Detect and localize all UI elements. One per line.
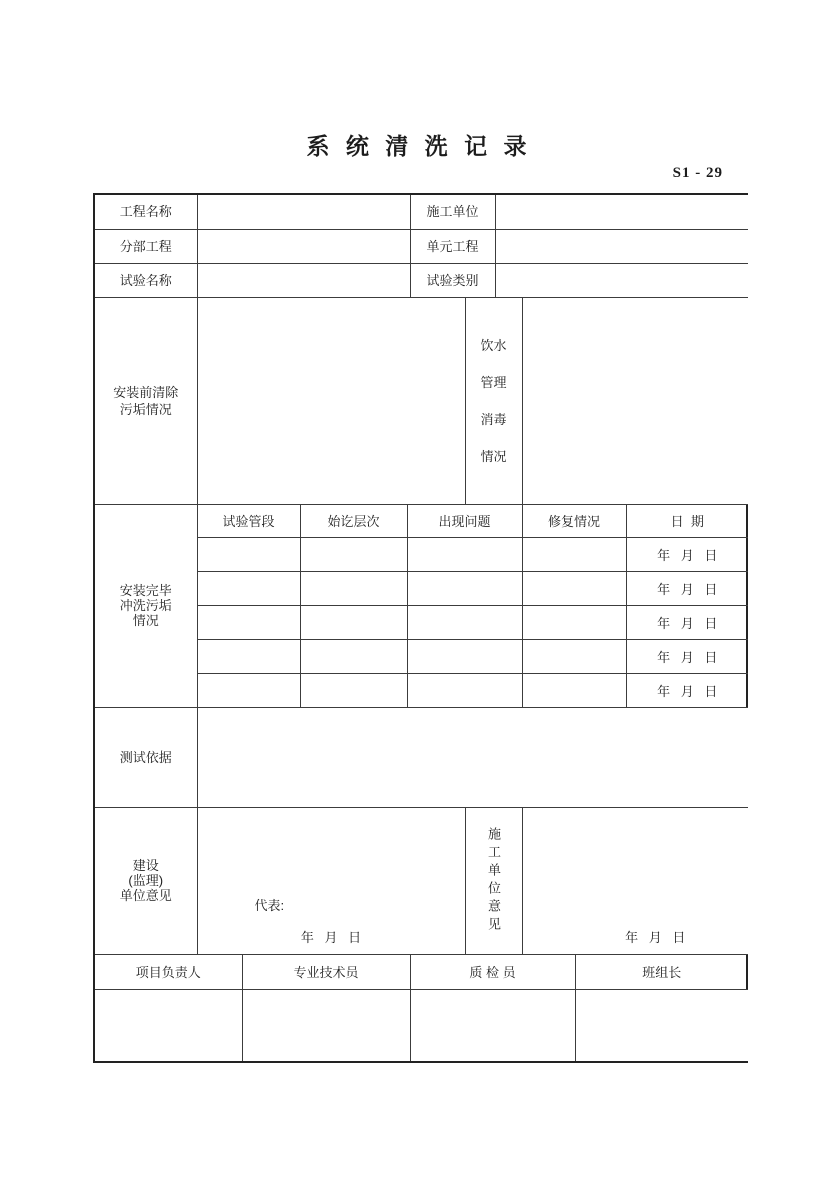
repair-input[interactable] bbox=[522, 537, 626, 571]
label-line: 情况 bbox=[480, 448, 507, 464]
table-row bbox=[95, 505, 748, 537]
levels-input[interactable] bbox=[300, 605, 407, 639]
repair-input[interactable] bbox=[522, 605, 626, 639]
project-leader-signature-input[interactable] bbox=[95, 990, 242, 1061]
label-line: 安装前清除 bbox=[113, 384, 179, 400]
team-leader-signature-input[interactable] bbox=[575, 990, 748, 1061]
label-sub-project: 分部工程 bbox=[95, 229, 197, 263]
problems-input[interactable] bbox=[407, 605, 522, 639]
label-line: 安装完毕 bbox=[119, 583, 172, 599]
date-cell[interactable]: 年 月 日 bbox=[626, 639, 748, 673]
repair-input[interactable] bbox=[522, 571, 626, 605]
quality-inspector-signature-input[interactable] bbox=[410, 990, 575, 1061]
form-code: S1 - 29 bbox=[672, 165, 723, 181]
label-team-leader: 班组长 bbox=[575, 955, 748, 990]
label-unit-project: 单元工程 bbox=[410, 229, 495, 263]
levels-input[interactable] bbox=[300, 673, 407, 707]
technician-signature-input[interactable] bbox=[242, 990, 410, 1061]
table-row bbox=[95, 955, 748, 990]
date-cell[interactable]: 年 月 日 bbox=[626, 673, 748, 707]
date-cell[interactable]: 年 月 日 bbox=[626, 571, 748, 605]
constructor-date[interactable]: 年 月 日 bbox=[625, 929, 686, 945]
table-row bbox=[95, 229, 748, 263]
label-line: 消毒 bbox=[480, 411, 507, 427]
table-row bbox=[95, 195, 748, 229]
label-line: 单位意见 bbox=[119, 888, 172, 904]
basic-info-table bbox=[95, 195, 748, 298]
label-drinking-water-disinfection bbox=[465, 298, 522, 505]
label-line: 冲洗污垢 bbox=[119, 598, 172, 614]
levels-input[interactable] bbox=[300, 571, 407, 605]
pipe-section-input[interactable] bbox=[197, 537, 300, 571]
column-header-pipe-section: 试验管段 bbox=[197, 505, 300, 537]
builder-date[interactable]: 年 月 日 bbox=[300, 929, 362, 945]
pipe-section-input[interactable] bbox=[197, 639, 300, 673]
table-row bbox=[95, 263, 748, 297]
levels-input[interactable] bbox=[300, 639, 407, 673]
builder-opinion-input[interactable] bbox=[197, 808, 465, 954]
construction-unit-input[interactable] bbox=[495, 195, 748, 229]
label-line: 情况 bbox=[132, 613, 159, 629]
column-header-date: 日 期 bbox=[626, 505, 748, 537]
label-constructor-opinion bbox=[465, 808, 522, 954]
repair-input[interactable] bbox=[522, 673, 626, 707]
label-test-name: 试验名称 bbox=[95, 263, 197, 297]
test-basis-input[interactable] bbox=[197, 708, 748, 808]
opinion-section bbox=[95, 808, 748, 955]
project-name-input[interactable] bbox=[197, 195, 410, 229]
label-line: 污垢情况 bbox=[119, 401, 172, 417]
test-name-input[interactable] bbox=[197, 263, 410, 297]
label-line: 管理 bbox=[480, 374, 507, 390]
problems-input[interactable] bbox=[407, 639, 522, 673]
label-project-leader: 项目负责人 bbox=[95, 955, 242, 990]
test-category-input[interactable] bbox=[495, 263, 748, 297]
page-title: 系 统 清 洗 记 录 bbox=[306, 133, 532, 159]
label-test-category: 试验类别 bbox=[410, 263, 495, 297]
representative-label: 代表: bbox=[254, 897, 285, 913]
column-header-levels: 始讫层次 bbox=[300, 505, 407, 537]
flush-section bbox=[95, 505, 748, 708]
label-project-name: 工程名称 bbox=[95, 195, 197, 229]
pipe-section-input[interactable] bbox=[197, 673, 300, 707]
label-pre-install-cleaning bbox=[95, 298, 197, 505]
label-line: 建设 bbox=[132, 858, 159, 874]
problems-input[interactable] bbox=[407, 673, 522, 707]
unit-project-input[interactable] bbox=[495, 229, 748, 263]
sub-project-input[interactable] bbox=[197, 229, 410, 263]
pre-install-cleaning-input[interactable] bbox=[197, 298, 465, 505]
signature-section bbox=[95, 955, 748, 1061]
constructor-opinion-input[interactable] bbox=[522, 808, 748, 954]
levels-input[interactable] bbox=[300, 537, 407, 571]
pipe-section-input[interactable] bbox=[197, 571, 300, 605]
date-cell[interactable]: 年 月 日 bbox=[626, 537, 748, 571]
column-header-problems: 出现问题 bbox=[407, 505, 522, 537]
pipe-section-input[interactable] bbox=[197, 605, 300, 639]
label-line: (监理) bbox=[128, 873, 164, 889]
label-test-basis: 测试依据 bbox=[95, 708, 197, 808]
table-row bbox=[95, 808, 748, 954]
problems-input[interactable] bbox=[407, 571, 522, 605]
label-line: 饮水 bbox=[480, 337, 507, 353]
pre-install-section bbox=[95, 298, 748, 506]
label-quality-inspector: 质 检 员 bbox=[410, 955, 575, 990]
table-row bbox=[95, 708, 748, 808]
problems-input[interactable] bbox=[407, 537, 522, 571]
repair-input[interactable] bbox=[522, 639, 626, 673]
label-builder-opinion bbox=[95, 808, 197, 954]
table-row bbox=[95, 298, 748, 505]
label-construction-unit: 施工单位 bbox=[410, 195, 495, 229]
column-header-repair: 修复情况 bbox=[522, 505, 626, 537]
form-table bbox=[93, 193, 748, 1063]
drinking-water-disinfection-input[interactable] bbox=[522, 298, 748, 505]
label-technician: 专业技术员 bbox=[242, 955, 410, 990]
constructor-opinion-vertical-label: 施工单位意见 bbox=[486, 826, 501, 935]
date-cell[interactable]: 年 月 日 bbox=[626, 605, 748, 639]
test-basis-section bbox=[95, 708, 748, 809]
table-row bbox=[95, 990, 748, 1061]
label-flush-after-install bbox=[95, 505, 197, 707]
